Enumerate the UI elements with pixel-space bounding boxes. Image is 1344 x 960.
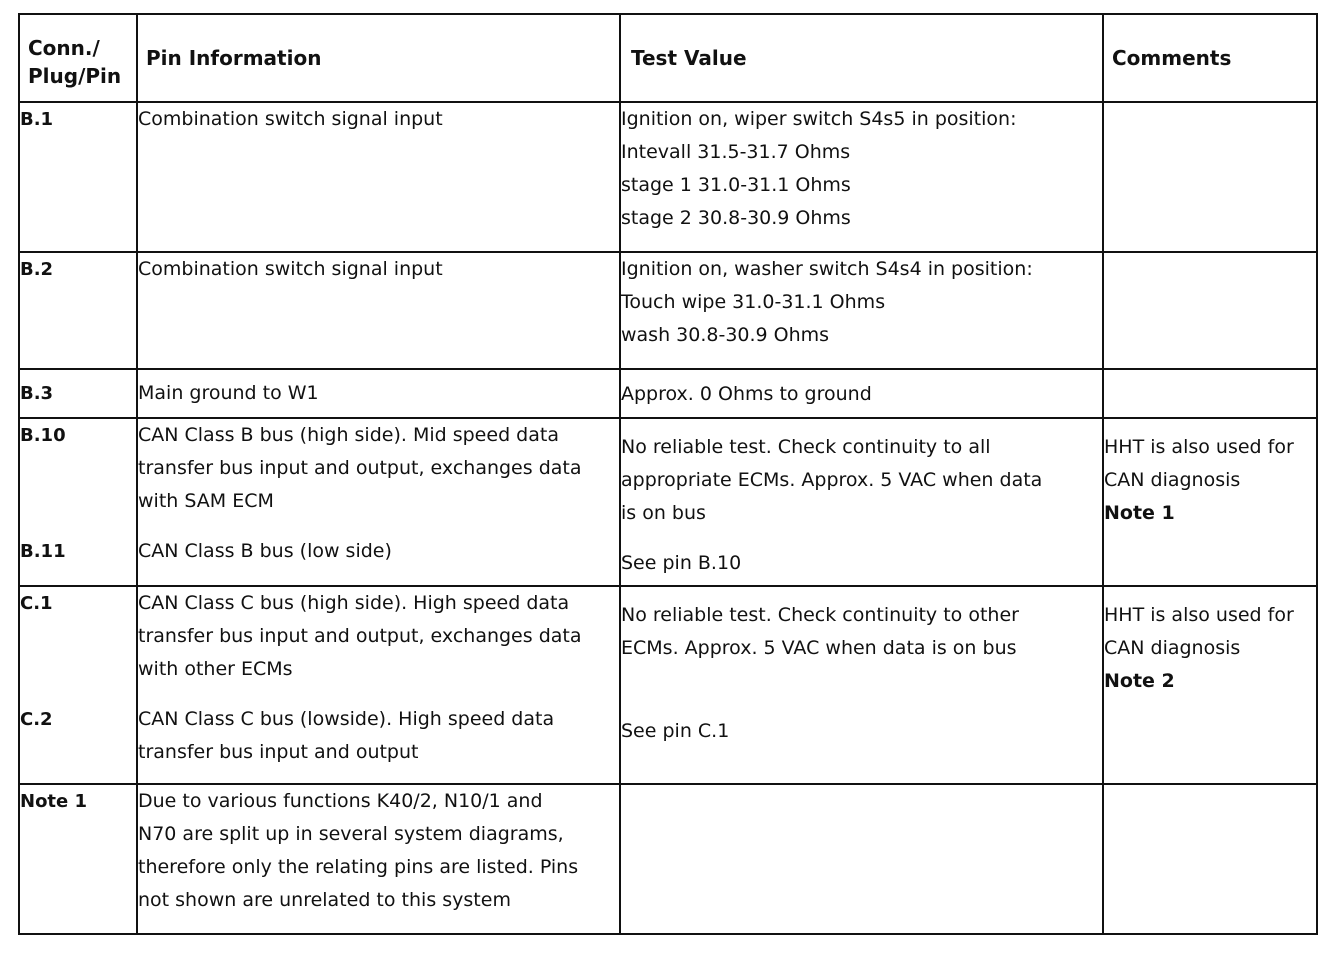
table-row: [19, 102, 1317, 252]
pin-label: C.2: [20, 709, 53, 730]
table-row: [19, 586, 1317, 784]
test-value-line: Intevall 31.5-31.7 Ohms: [621, 141, 851, 163]
comments-cell: [1103, 369, 1317, 418]
test-value-line: stage 2 30.8-30.9 Ohms: [621, 207, 851, 229]
pin-cell: [19, 784, 137, 934]
pin-info-cell: [137, 252, 620, 369]
test-value-line: stage 1 31.0-31.1 Ohms: [621, 174, 851, 196]
pin-info-cell: [137, 418, 620, 586]
test-value-line: is on bus: [621, 502, 706, 524]
pin-info-cell: [137, 784, 620, 934]
test-value-line: No reliable test. Check continuity to all: [621, 436, 991, 458]
pin-info-line: transfer bus input and output: [138, 741, 419, 763]
header-comments: Comments: [1103, 14, 1317, 102]
note-text-line: therefore only the relating pins are listed. Pins: [138, 856, 579, 878]
note-label: Note 1: [20, 791, 88, 812]
test-value-line: Touch wipe 31.0-31.1 Ohms: [621, 291, 886, 313]
test-value-cell: [620, 252, 1103, 369]
test-value-line: Ignition on, washer switch S4s4 in position:: [621, 258, 1033, 280]
header-test-value: Test Value: [620, 14, 1103, 102]
comments-cell: [1103, 586, 1317, 784]
test-value-cell: [620, 102, 1103, 252]
comments-cell: [1103, 102, 1317, 252]
pin-cell: [19, 418, 137, 586]
pin-info-line: Combination switch signal input: [138, 258, 443, 280]
test-value-line: Ignition on, wiper switch S4s5 in position:: [621, 108, 1017, 130]
comments-cell: [1103, 784, 1317, 934]
pin-info-line: CAN Class B bus (high side). Mid speed data: [138, 424, 559, 446]
test-value-line: Approx. 0 Ohms to ground: [621, 383, 872, 405]
pin-label: B.11: [20, 541, 66, 562]
test-value-line: appropriate ECMs. Approx. 5 VAC when data: [621, 469, 1043, 491]
note-text-line: N70 are split up in several system diagrams,: [138, 823, 564, 845]
pin-label: B.3: [20, 383, 54, 404]
header-row: [19, 14, 1317, 102]
pin-info-cell: [137, 369, 620, 418]
test-value-line: See pin C.1: [621, 720, 730, 742]
test-value-cell: [620, 784, 1103, 934]
pin-info-line: Main ground to W1: [138, 382, 319, 404]
pin-info-cell: [137, 586, 620, 784]
table-row: [19, 418, 1317, 586]
pin-info-line: CAN Class C bus (high side). High speed data: [138, 592, 570, 614]
header-pin-information: Pin Information: [137, 14, 620, 102]
comment-note-ref: Note 2: [1104, 670, 1175, 692]
table-row: [19, 784, 1317, 934]
comments-cell: [1103, 252, 1317, 369]
pin-info-cell: [137, 102, 620, 252]
pin-info-line: CAN Class C bus (lowside). High speed data: [138, 708, 555, 730]
comment-line: CAN diagnosis: [1104, 469, 1241, 491]
note-text-line: Due to various functions K40/2, N10/1 and: [138, 790, 543, 812]
pin-label: C.1: [20, 593, 53, 614]
comment-line: HHT is also used for: [1104, 604, 1294, 626]
header-conn-plug-pin: [19, 14, 137, 102]
test-value-line: wash 30.8-30.9 Ohms: [621, 324, 830, 346]
pin-cell: [19, 369, 137, 418]
pin-table: [18, 13, 1318, 935]
pin-info-line: Combination switch signal input: [138, 108, 443, 130]
test-value-cell: [620, 586, 1103, 784]
pin-cell: [19, 586, 137, 784]
comment-note-ref: Note 1: [1104, 502, 1175, 524]
test-value-line: No reliable test. Check continuity to other: [621, 604, 1019, 626]
note-text-line: not shown are unrelated to this system: [138, 889, 511, 911]
comment-line: CAN diagnosis: [1104, 637, 1241, 659]
pin-info-line: transfer bus input and output, exchanges data: [138, 625, 582, 647]
pin-label: B.1: [20, 109, 54, 130]
test-value-cell: [620, 369, 1103, 418]
pin-label: B.2: [20, 259, 54, 280]
pin-info-line: with SAM ECM: [138, 490, 274, 512]
test-value-line: See pin B.10: [621, 552, 742, 574]
comments-cell: [1103, 418, 1317, 586]
test-value-cell: [620, 418, 1103, 586]
pin-cell: [19, 102, 137, 252]
pin-info-line: with other ECMs: [138, 658, 293, 680]
table-row: [19, 252, 1317, 369]
pin-info-line: CAN Class B bus (low side): [138, 540, 392, 562]
header-conn-line2: Plug/Pin: [28, 64, 122, 88]
pin-label: B.10: [20, 425, 66, 446]
comment-line: HHT is also used for: [1104, 436, 1294, 458]
pin-cell: [19, 252, 137, 369]
test-value-line: ECMs. Approx. 5 VAC when data is on bus: [621, 637, 1017, 659]
pin-info-line: transfer bus input and output, exchanges data: [138, 457, 582, 479]
table-row: [19, 369, 1317, 418]
header-conn-line1: Conn./: [28, 36, 100, 60]
